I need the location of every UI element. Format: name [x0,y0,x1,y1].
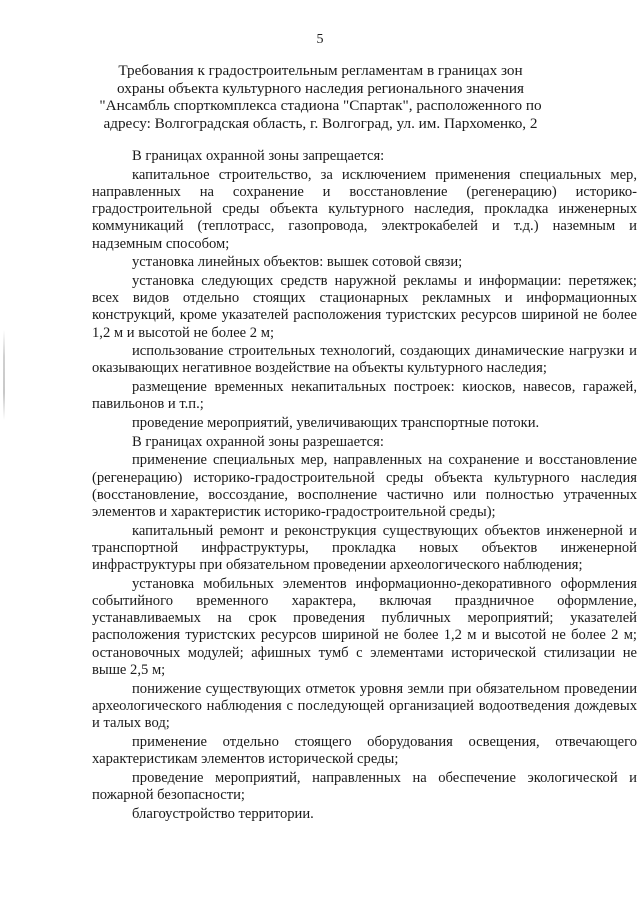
allowed-item: установка мобильных элементов информационно-декоративного оформления событийного временного характера, включая праздничное оформление, устанавливаемых на срок проведения публичных мероприятий; указателей расположения туристских ресурсов шириной не более 1,2 м и высотой не более 2 м; остановочных модулей; афишных тумб с элементами исторической стилизации не выше 2,5 м; [92,575,637,678]
prohibited-item: размещение временных некапитальных построек: киосков, навесов, гаражей, павильонов и т.п.; [92,379,637,413]
allowed-item: применение специальных мер, направленных на сохранение и восстановление (регенерацию) историко-градостроительной среды объекта культурного наследия (восстановление, воссоздание, восполнение частично или полностью утраченных элементов и характеристик историко-градостроительной среды); [92,452,637,521]
document-body [92,148,637,824]
allowed-item: применение отдельно стоящего оборудования освещения, отвечающего характеристикам элементов исторической среды; [92,733,637,767]
prohibited-item: установка следующих средств наружной рекламы и информации: перетяжек; всех видов отдельно стоящих стационарных рекламных и информационных конструкций, кроме указателей расположения туристских ресурсов шириной не более 1,2 м и высотой не более 2 м; [92,272,637,341]
prohibited-item: использование строительных технологий, создающих динамические нагрузки и оказывающих негативное воздействие на объекты культурного наследия; [92,343,637,377]
prohibited-item: установка линейных объектов: вышек сотовой связи; [132,254,463,271]
document-title: Требования к градостроительным регламентам в границах зон охраны объекта культурного наследия регионального значения "Ансамбль спорткомплекса стадиона "Спартак", расположенного по адресу: Волгоградская область, г. Волгоград, ул. им. Пархоменко, 2 [99,62,542,132]
allowed-item: понижение существующих отметок уровня земли при обязательном проведении археологического наблюдения с последующей организацией водоотведения дождевых и талых вод; [92,680,637,731]
allowed-item: капитальный ремонт и реконструкция существующих объектов инженерной и транспортной инфраструктуры, прокладка новых объектов инженерной инфраструктуры при обязательном проведении археологического наблюдения; [92,522,637,574]
page-number: 5 [316,32,324,47]
prohibited-item: капитальное строительство, за исключением применения специальных мер, направленных на сохранение и восстановление (регенерацию) историко-градостроительной среды объекта культурного наследия, прокладка инженерных коммуникаций (теплотрасс, газопровода, электрокабелей и т.д.) наземным и надземным способом; [92,166,637,252]
scan-edge-mark [3,330,5,420]
prohibited-item: проведение мероприятий, увеличивающих транспортные потоки. [132,415,540,432]
prohibited-heading: В границах охранной зоны запрещается: [132,148,385,164]
allowed-heading: В границах охранной зоны разрешается: [132,433,384,450]
allowed-item: благоустройство территории. [132,805,314,822]
allowed-item: проведение мероприятий, направленных на обеспечение экологической и пожарной безопасности; [92,769,637,803]
